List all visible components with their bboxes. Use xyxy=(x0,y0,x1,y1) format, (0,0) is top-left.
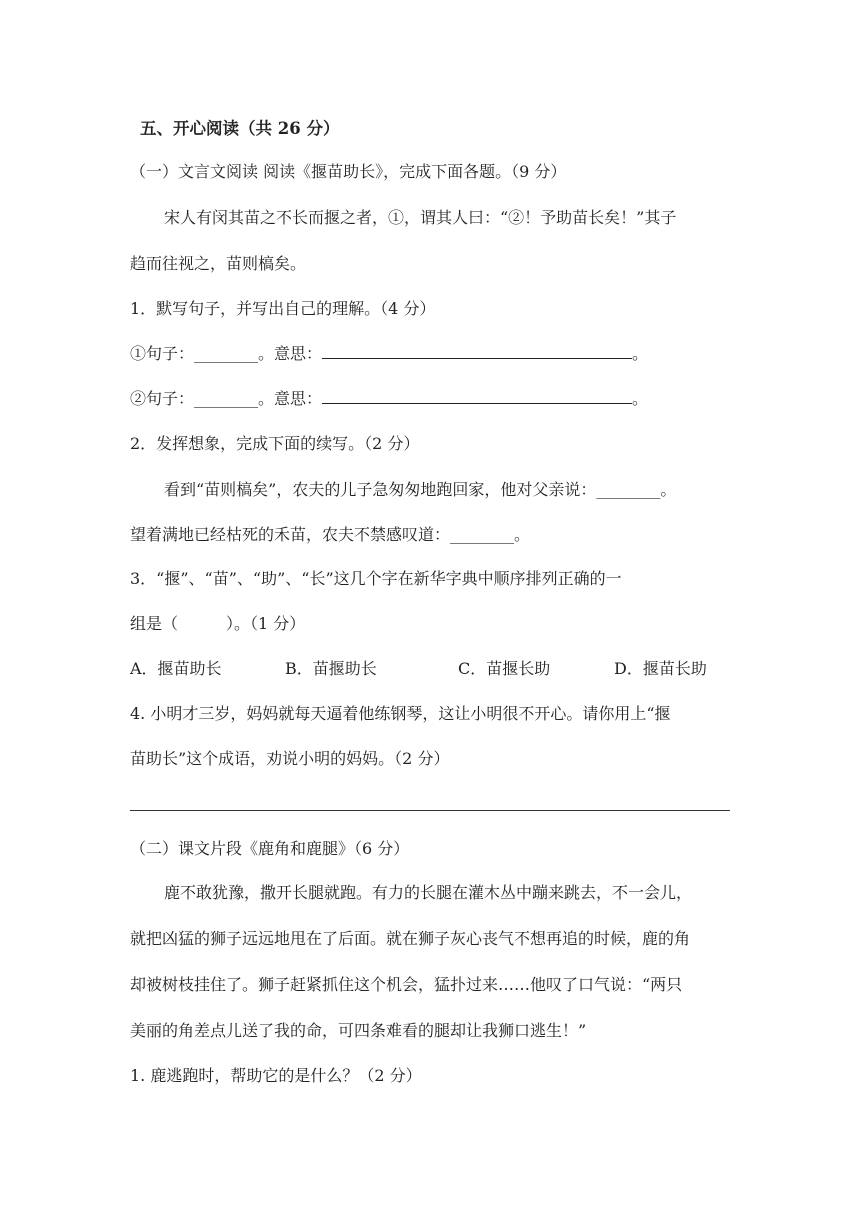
part1-passage-line-1: 宋人有闵其苗之不长而揠之者，①，谓其人曰：“②！予助苗长矣！”其子 xyxy=(164,208,677,227)
question-2-line-2: 望着满地已经枯死的禾苗，农夫不禁感叹道：________。 xyxy=(130,525,531,544)
part1-passage-line-2: 趋而往视之，苗则槁矣。 xyxy=(130,254,307,273)
option-b[interactable]: B．苗揠助长 xyxy=(285,659,377,678)
option-a[interactable]: A．揠苗助长 xyxy=(130,659,222,678)
part2-passage-line-2: 就把凶猛的狮子远远地甩在了后面。就在狮子灰心丧气不想再追的时候，鹿的角 xyxy=(130,929,691,948)
question-1a-prefix: ①句子：________。意思： xyxy=(130,344,323,363)
question-3-line-1: 3．“揠”、“苗”、“助”、“长”这几个字在新华字典中顺序排列正确的一 xyxy=(130,569,622,588)
question-2-line-1: 看到“苗则槁矣”，农夫的儿子急匆匆地跑回家，他对父亲说：________。 xyxy=(164,480,677,499)
question-1: 1．默写句子，并写出自己的理解。（4 分） xyxy=(130,299,436,318)
option-c[interactable]: C．苗揠长助 xyxy=(458,659,551,678)
answer-blank-1b[interactable] xyxy=(322,389,632,404)
question-1b-prefix: ②句子：________。意思： xyxy=(130,389,323,408)
part2-question-1: 1. 鹿逃跑时，帮助它的是什么？（2 分） xyxy=(130,1066,422,1085)
part2-passage-line-3: 却被树枝挂住了。狮子赶紧抓住这个机会，猛扑过来……他叹了口气说：“两只 xyxy=(130,975,683,994)
question-4-line-2: 苗助长”这个成语，劝说小明的妈妈。（2 分） xyxy=(130,749,450,768)
answer-blank-1a[interactable] xyxy=(322,344,632,359)
part1-heading: （一）文言文阅读 阅读《揠苗助长》，完成下面各题。（9 分） xyxy=(130,162,567,181)
question-1a-suffix: 。 xyxy=(632,344,649,363)
question-1b-suffix: 。 xyxy=(632,389,649,408)
part2-passage-line-1: 鹿不敢犹豫，撒开长腿就跑。有力的长腿在灌木丛中蹦来跳去，不一会儿， xyxy=(164,883,693,902)
question-1a-row xyxy=(130,343,730,365)
option-d[interactable]: D．揠苗长助 xyxy=(614,659,707,678)
question-3-line-2: 组是（ ）。（1 分） xyxy=(130,614,306,633)
section-title: 五、开心阅读（共 26 分） xyxy=(140,119,340,138)
question-1b-row xyxy=(130,388,730,410)
question-4-line-1: 4. 小明才三岁，妈妈就每天逼着他练钢琴，这让小明很不开心。请你用上“揠 xyxy=(130,704,671,723)
part2-heading: （二）课文片段《鹿角和鹿腿》（6 分） xyxy=(130,839,410,858)
answer-line-q4[interactable] xyxy=(130,810,730,811)
part2-passage-line-4: 美丽的角差点儿送了我的命，可四条难看的腿却让我狮口逃生！” xyxy=(130,1021,587,1040)
question-2: 2．发挥想象，完成下面的续写。（2 分） xyxy=(130,434,420,453)
